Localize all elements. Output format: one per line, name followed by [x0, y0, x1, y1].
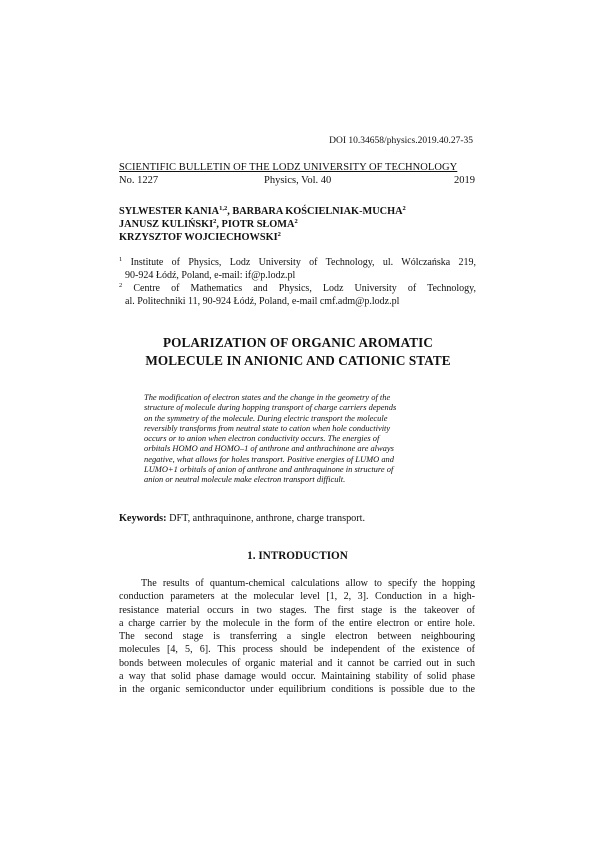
- affiliation-mark: 1: [119, 256, 123, 263]
- author-line: [119, 205, 479, 218]
- author-affiliation-mark: 2: [213, 218, 217, 226]
- title-line: POLARIZATION OF ORGANIC AROMATIC: [162, 335, 433, 350]
- author-affiliation-mark: 1,2: [219, 205, 228, 212]
- affiliation-1: [119, 257, 476, 282]
- affiliation-text: Institute of Physics, Lodz University of Technology, ul. Wólczańska 219,: [122, 257, 476, 268]
- abstract-line: The modification of electron states and the change in the geometry of the: [144, 392, 391, 402]
- abstract-line: anion or neutral molecule make electron transport difficult.: [144, 474, 346, 485]
- body-line: a charge carrier by the molecule in the form of the entire electron or entire hole.: [119, 617, 475, 629]
- journal-name: SCIENTIFIC BULLETIN OF THE LODZ UNIVERSITY OF TECHNOLOGY: [119, 162, 458, 173]
- author-name: , BARBARA KOŚCIELNIAK-MUCHA: [227, 206, 403, 217]
- body-line: molecules [4, 5, 6]. This process should be independent of the existence of: [119, 644, 475, 656]
- title-line: MOLECULE IN ANIONIC AND CATIONIC STATE: [145, 352, 451, 368]
- affiliation-line: al. Politechniki 11, 90-924 Łódź, Poland, e-mail cmf.adm@p.lodz.pl: [125, 295, 400, 307]
- body-line: a way that solid phase damage would occur. Maintaining stability of solid phase: [119, 670, 475, 682]
- keywords-value: DFT, anthraquinone, anthrone, charge transport.: [166, 513, 366, 524]
- abstract-line: occurs or to anion when electron conductivity occurs. The energies of: [144, 433, 380, 444]
- body-line: conduction parameters at the molecular level [1, 2, 3]. Conduction in a high-: [119, 591, 475, 603]
- body-paragraph: [119, 577, 475, 696]
- body-line: resistance material occurs in two stages. The first stage is the takeover of: [119, 604, 475, 616]
- author-line: [119, 231, 479, 244]
- affiliation-mark: 2: [119, 282, 123, 289]
- author-name: , PIOTR SŁOMA: [216, 219, 295, 231]
- affiliation-line: 90-924 Łódź, Poland, e-mail: if@p.lodz.pl: [125, 269, 296, 281]
- keywords-label: Keywords:: [119, 513, 167, 524]
- author-line: [119, 218, 479, 231]
- body-line: The second stage is transferring a single electron between neighbouring: [119, 631, 475, 642]
- abstract: [144, 392, 452, 485]
- section-heading: 1. INTRODUCTION: [247, 550, 348, 562]
- journal-year: 2019: [454, 175, 475, 186]
- body-line: in the organic semiconductor under equilibrium conditions is possible due to the: [119, 684, 475, 695]
- affiliation-line: [119, 257, 476, 270]
- author-affiliation-mark: 2: [294, 218, 298, 226]
- abstract-line: on the symmetry of the molecule. During electric transport the molecule: [144, 412, 388, 423]
- journal-number: No. 1227: [119, 175, 159, 186]
- doi-line: DOI 10.34658/physics.2019.40.27-35: [329, 136, 473, 146]
- affiliation-2: [119, 283, 476, 308]
- body-line: bonds between molecules of organic material and it cannot be carried out in such: [119, 657, 475, 669]
- journal-volume: Physics, Vol. 40: [264, 175, 332, 186]
- keywords: [119, 513, 479, 524]
- author-affiliation-mark: 2: [277, 231, 281, 239]
- author-affiliation-mark: 2: [402, 205, 406, 212]
- abstract-line: LUMO+1 orbitals of anion of anthrone and anthraquinone in structure of: [144, 464, 394, 475]
- author-name: JANUSZ KULIŃSKI: [119, 219, 214, 231]
- abstract-line: structure of molecule during hopping transport of charge carriers depends: [144, 402, 397, 413]
- affiliation-line: [119, 283, 476, 296]
- author-list: [119, 205, 479, 245]
- abstract-line: negative, what allows for holes transport. Positive energies of LUMO and: [144, 453, 394, 464]
- author-name: KRZYSZTOF WOJCIECHOWSKI: [119, 232, 278, 244]
- affiliation-text: Centre of Mathematics and Physics, Lodz University of Technology,: [122, 283, 476, 294]
- abstract-line: orbitals HOMO and HOMO–1 of anthrone and anthrachinone are always: [144, 443, 394, 454]
- abstract-line: reversibly transforms from neutral state to cation when hole conductivity: [144, 422, 391, 433]
- author-name: SYLWESTER KANIA: [119, 206, 220, 217]
- paper-title: [100, 334, 496, 369]
- body-line: The results of quantum-chemical calculations allow to specify the hopping: [141, 578, 475, 589]
- journal-meta: [119, 175, 475, 189]
